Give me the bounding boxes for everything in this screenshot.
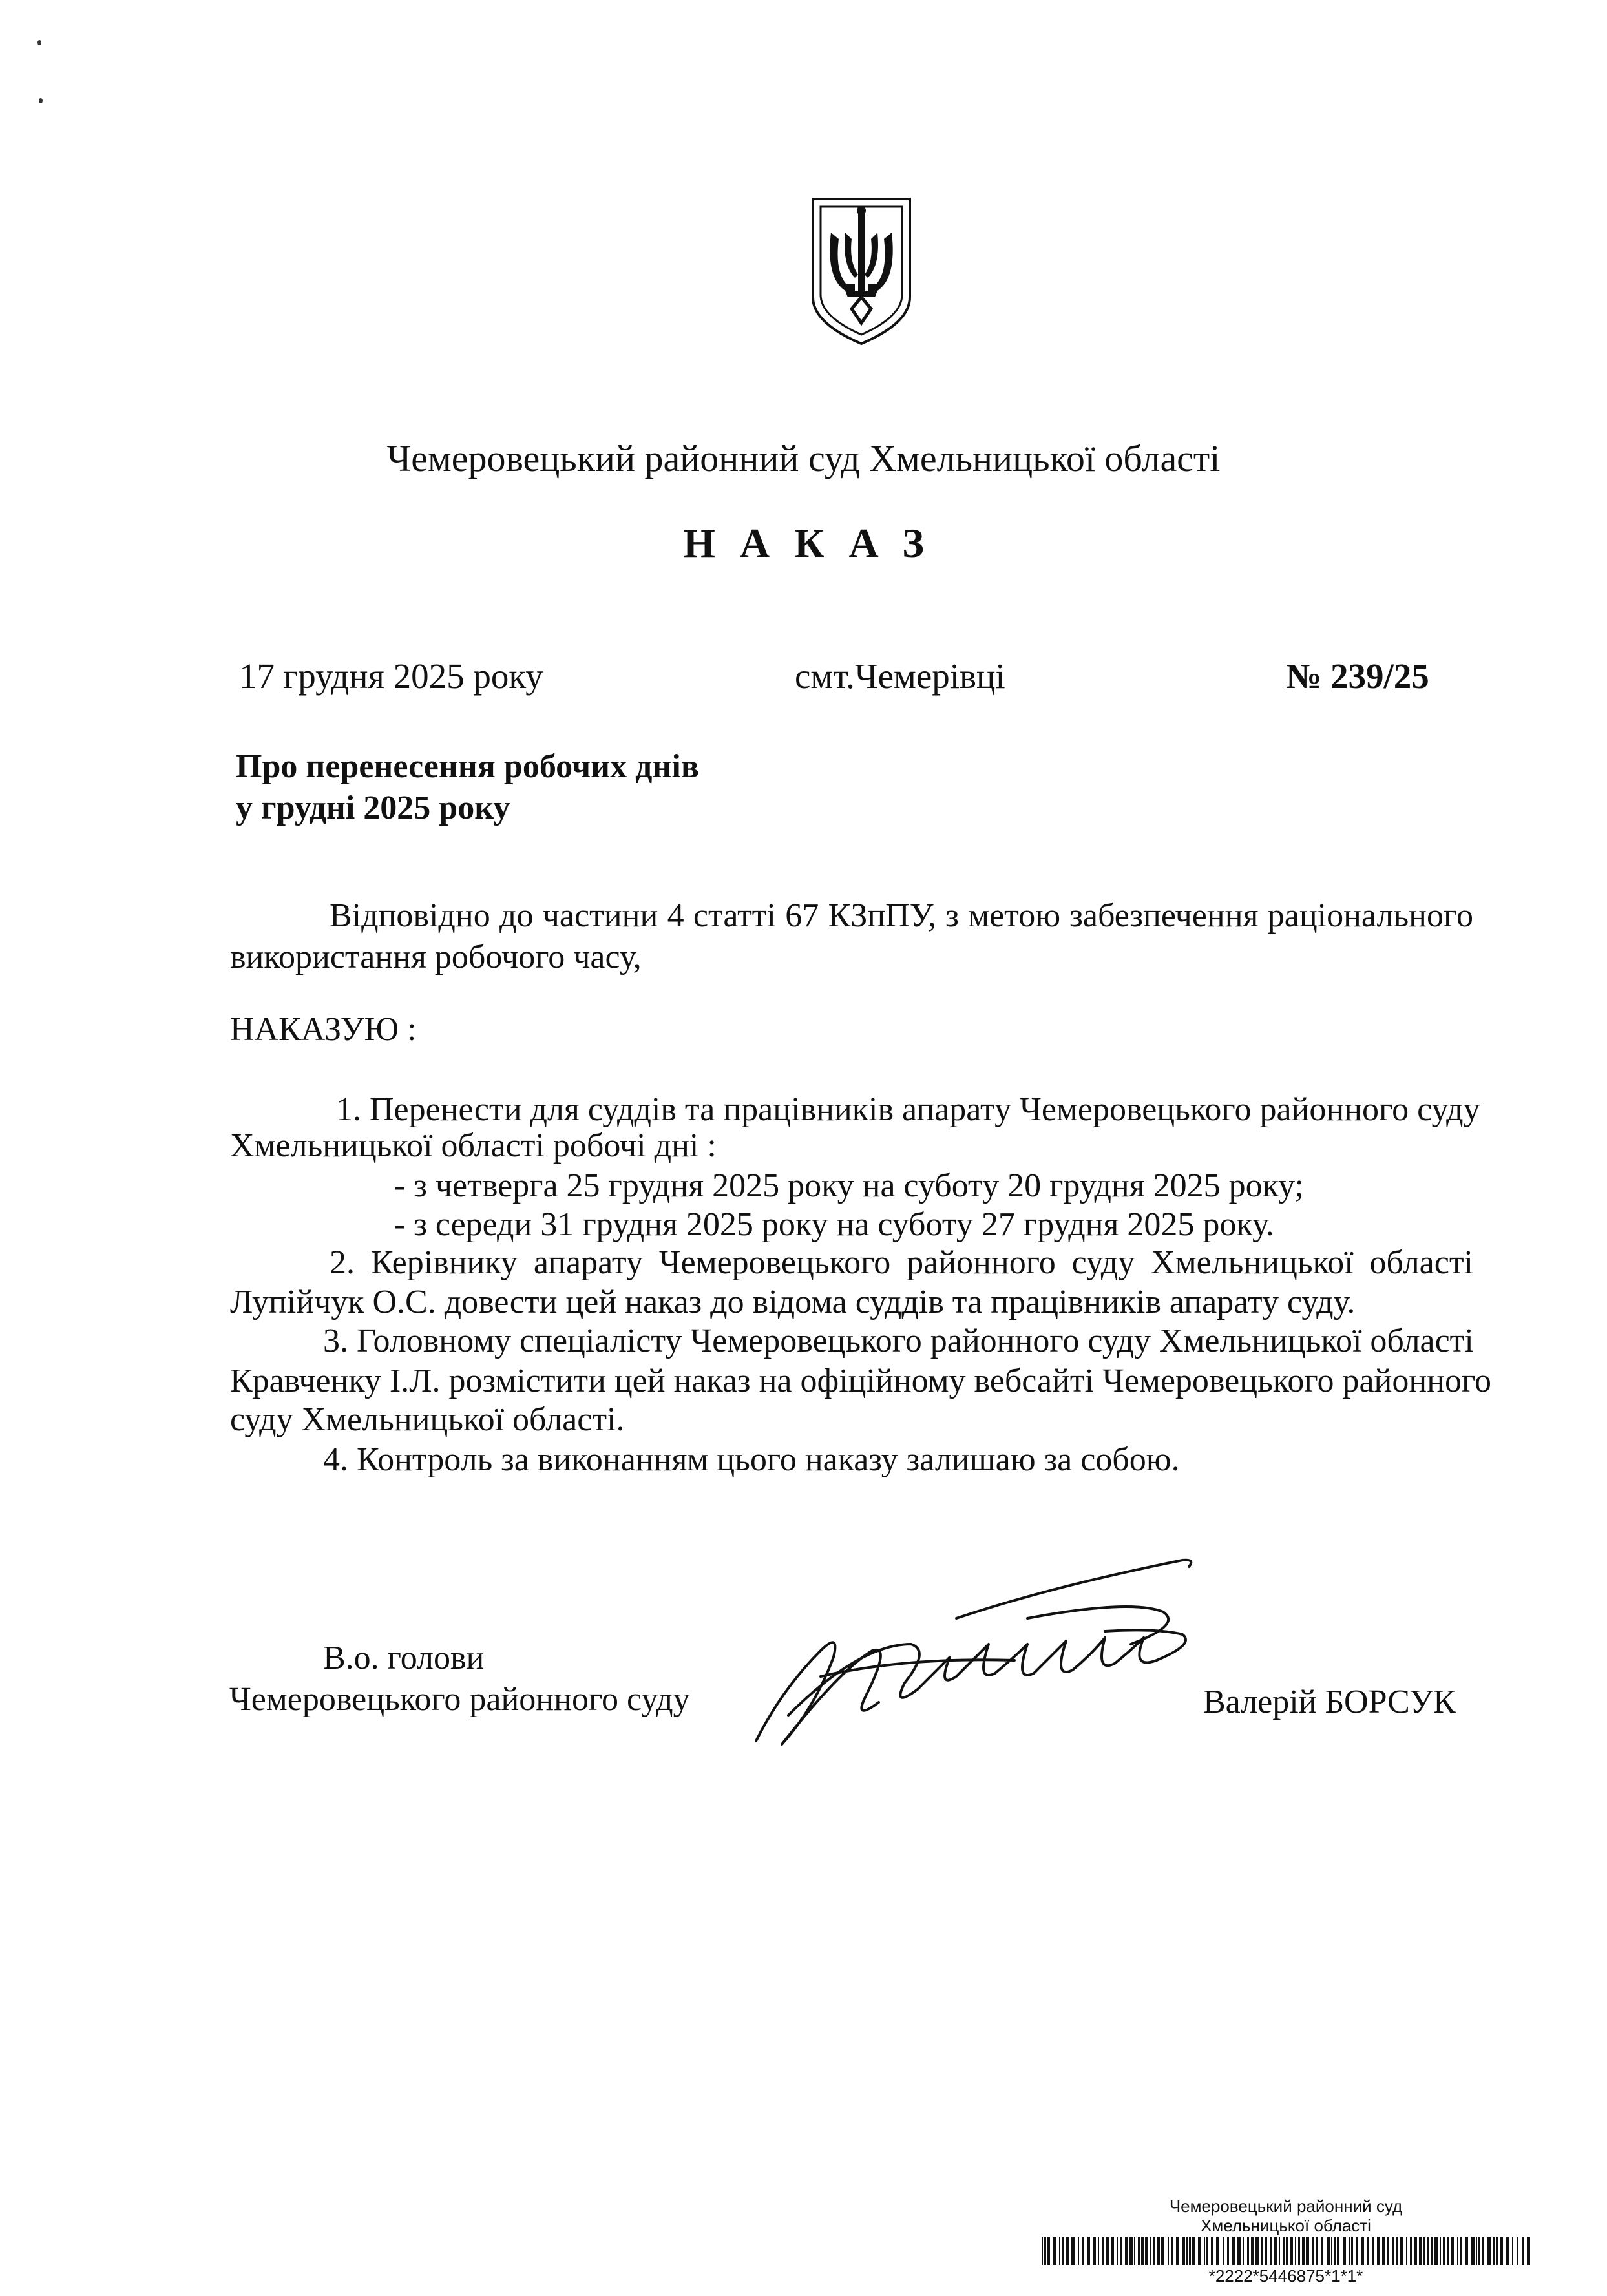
signatory-title: [229, 1638, 690, 1720]
barcode-bar: [1356, 2237, 1358, 2265]
barcode-bar: [1270, 2237, 1272, 2265]
barcode-bar: [1396, 2237, 1398, 2265]
barcode-bar: [1087, 2237, 1090, 2265]
document-type-title: НАКАЗ: [683, 520, 949, 566]
barcode-bar: [1204, 2237, 1205, 2265]
barcode-bar: [1331, 2237, 1332, 2265]
barcode-bar: [1343, 2237, 1346, 2265]
barcode-bar: [1111, 2237, 1114, 2265]
barcode-bar: [1506, 2237, 1509, 2265]
barcode-bar: [1440, 2237, 1441, 2265]
barcode-bar: [1496, 2237, 1498, 2265]
barcode-bar: [1182, 2237, 1185, 2265]
order-word: НАКАЗУЮ :: [230, 1011, 417, 1048]
scan-speck: [39, 98, 43, 103]
signatory-title-line: Чемеровецького районного суду: [229, 1681, 690, 1718]
subject-line: Про перенесення робочих днів: [236, 748, 699, 785]
barcode-bar: [1465, 2237, 1468, 2265]
order-number: № 239/25: [1286, 656, 1429, 696]
barcode-bar: [1321, 2237, 1323, 2265]
barcode-bar: [1168, 2237, 1169, 2265]
barcode-bar: [1274, 2237, 1277, 2265]
barcode-bar: [1106, 2237, 1109, 2265]
barcode-bar: [1527, 2237, 1530, 2265]
barcode-bar: [1078, 2237, 1079, 2265]
registration-stamp: [1040, 2197, 1531, 2286]
barcode-bar: [1361, 2237, 1364, 2265]
barcode-bar: [1478, 2237, 1480, 2265]
barcode-bar: [1387, 2237, 1389, 2265]
barcode-bar: [1120, 2237, 1122, 2265]
barcode-bar: [1153, 2237, 1155, 2265]
barcode-bar: [1487, 2237, 1491, 2265]
barcode-bar: [1047, 2237, 1050, 2265]
order-place: смт.Чемерівці: [795, 656, 1005, 696]
barcode-bar: [1512, 2237, 1513, 2265]
barcode-bar: [1134, 2237, 1135, 2265]
barcode-bar: [1198, 2237, 1201, 2265]
signatory-title-line: В.о. голови: [323, 1640, 485, 1676]
stamp-court-name: [1040, 2197, 1531, 2235]
preamble-line: використання робочого часу,: [230, 939, 642, 976]
barcode-bar: [1243, 2237, 1244, 2265]
barcode-bar: [1062, 2237, 1064, 2265]
barcode-bar: [1377, 2237, 1380, 2265]
barcode-bar: [1216, 2237, 1219, 2265]
barcode-bar: [1337, 2237, 1339, 2265]
barcode-bar: [1517, 2237, 1518, 2265]
item-2-line: 2. Керівнику апарату Чемеровецького районного суду Хмельницької області: [330, 1244, 1473, 1281]
barcode-bar: [1460, 2237, 1462, 2265]
barcode-bar: [1295, 2237, 1296, 2265]
barcode-bar: [1157, 2237, 1160, 2265]
barcode-bar: [1053, 2237, 1056, 2265]
barcode-bar: [1349, 2237, 1350, 2265]
order-subject: [236, 746, 699, 829]
barcode-bar: [1372, 2237, 1374, 2265]
item-1-line: Хмельницької області робочі дні :: [230, 1127, 717, 1164]
barcode-bar: [1044, 2237, 1046, 2265]
barcode-bar: [1316, 2237, 1318, 2265]
item-1-subitem: - з четверга 25 грудня 2025 року на суботу 20 грудня 2025 року;: [394, 1167, 1304, 1204]
barcode-bar: [1400, 2237, 1403, 2265]
stamp-court-line: Чемеровецький районний суд: [1169, 2197, 1403, 2216]
barcode-bar: [1265, 2237, 1267, 2265]
barcode-bar: [1117, 2237, 1118, 2265]
barcode-bar: [1141, 2237, 1144, 2265]
barcode-bar: [1298, 2237, 1300, 2265]
barcode-bar: [1312, 2237, 1314, 2265]
item-3-line: суду Хмельницької області.: [230, 1401, 625, 1438]
court-name: Чемеровецький районний суд Хмельницької області: [386, 437, 1221, 479]
barcode-bar: [1457, 2237, 1458, 2265]
barcode-bar: [1500, 2237, 1503, 2265]
barcode-bar: [1471, 2237, 1475, 2265]
barcode-bar: [1186, 2237, 1188, 2265]
barcode-bar: [1125, 2237, 1128, 2265]
coat-of-arms-icon: [806, 194, 916, 349]
barcode-bar: [1283, 2237, 1285, 2265]
barcode-bar: [1419, 2237, 1422, 2265]
signatory-name: Валерій БОРСУК: [1203, 1684, 1456, 1720]
scan-speck: [37, 40, 41, 45]
order-date: 17 грудня 2025 року: [239, 656, 543, 696]
barcode-bar: [1392, 2237, 1394, 2265]
handwritten-signature: [743, 1547, 1234, 1760]
barcode-bar: [1066, 2237, 1069, 2265]
barcode-bar: [1237, 2237, 1241, 2265]
barcode-bar: [1476, 2237, 1477, 2265]
barcode-bar: [1102, 2237, 1104, 2265]
stamp-code: *2222*5446875*1*1*: [1208, 2266, 1363, 2286]
barcode-bar: [1098, 2237, 1099, 2265]
barcode-bar: [1129, 2237, 1133, 2265]
barcode-bar: [1382, 2237, 1385, 2265]
barcode-bar: [1431, 2237, 1433, 2265]
barcode-bar: [1093, 2237, 1096, 2265]
barcode-bar: [1334, 2237, 1336, 2265]
barcode-bar: [1138, 2237, 1140, 2265]
subject-line: у грудні 2025 року: [236, 789, 510, 826]
barcode-bar: [1443, 2237, 1445, 2265]
barcode-bar: [1192, 2237, 1195, 2265]
barcode-bar: [1176, 2237, 1179, 2265]
barcode-bar: [1423, 2237, 1425, 2265]
item-3-line: 3. Головному спеціалісту Чемеровецького районного суду Хмельницької області: [323, 1322, 1474, 1359]
barcode-bar: [1247, 2237, 1249, 2265]
barcode-bar: [1351, 2237, 1353, 2265]
barcode-bar: [1206, 2237, 1208, 2265]
barcode-bar: [1223, 2237, 1224, 2265]
barcode-bar: [1367, 2237, 1369, 2265]
barcode-bar: [1071, 2237, 1075, 2265]
barcode-bar: [1189, 2237, 1191, 2265]
barcode-bar: [1145, 2237, 1148, 2265]
barcode-bar: [1406, 2237, 1407, 2265]
barcode-bar: [1082, 2237, 1084, 2265]
preamble-line: Відповідно до частини 4 статті 67 КЗпПУ, з метою забезпечення раціонального: [330, 897, 1473, 934]
barcode-bar: [1251, 2237, 1254, 2265]
barcode-bar: [1150, 2237, 1151, 2265]
barcode-bar: [1327, 2237, 1330, 2265]
barcode-bar: [1290, 2237, 1293, 2265]
stamp-region-line: Хмельницької області: [1201, 2216, 1371, 2235]
barcode-bar: [1482, 2237, 1484, 2265]
barcode-bar: [1232, 2237, 1235, 2265]
item-3-line: Кравченку І.Л. розмістити цей наказ на офіційному вебсайті Чемеровецького районного: [230, 1362, 1492, 1399]
barcode-bar: [1042, 2237, 1043, 2265]
barcode-bar: [1171, 2237, 1173, 2265]
barcode-bar: [1434, 2237, 1438, 2265]
barcode-bar: [1410, 2237, 1412, 2265]
barcode-bar: [1255, 2237, 1259, 2265]
barcode-bar: [1211, 2237, 1213, 2265]
barcode-bar: [1227, 2237, 1229, 2265]
barcode-bar: [1522, 2237, 1524, 2265]
barcode-bar: [1493, 2237, 1495, 2265]
barcode-bar: [1451, 2237, 1454, 2265]
barcode-bar: [1161, 2237, 1164, 2265]
barcode-bar: [1447, 2237, 1449, 2265]
barcode-bar: [1414, 2237, 1417, 2265]
barcode-bar: [1306, 2237, 1309, 2265]
barcode-bar: [1427, 2237, 1429, 2265]
barcode-bar: [1286, 2237, 1288, 2265]
barcode-bar: [1059, 2237, 1060, 2265]
barcode-bar: [1261, 2237, 1263, 2265]
barcode-bar: [1302, 2237, 1305, 2265]
item-4-line: 4. Контроль за виконанням цього наказу залишаю за собою.: [323, 1441, 1180, 1478]
item-1-subitem: - з середи 31 грудня 2025 року на суботу 27 грудня 2025 року.: [394, 1206, 1274, 1243]
barcode: [1040, 2237, 1531, 2265]
barcode-bar: [1279, 2237, 1280, 2265]
item-2-line: Лупійчук О.С. довести цей наказ до відома суддів та працівників апарату суду.: [230, 1284, 1356, 1320]
item-1-line: 1. Перенести для суддів та працівників апарату Чемеровецького районного суду: [336, 1091, 1480, 1128]
